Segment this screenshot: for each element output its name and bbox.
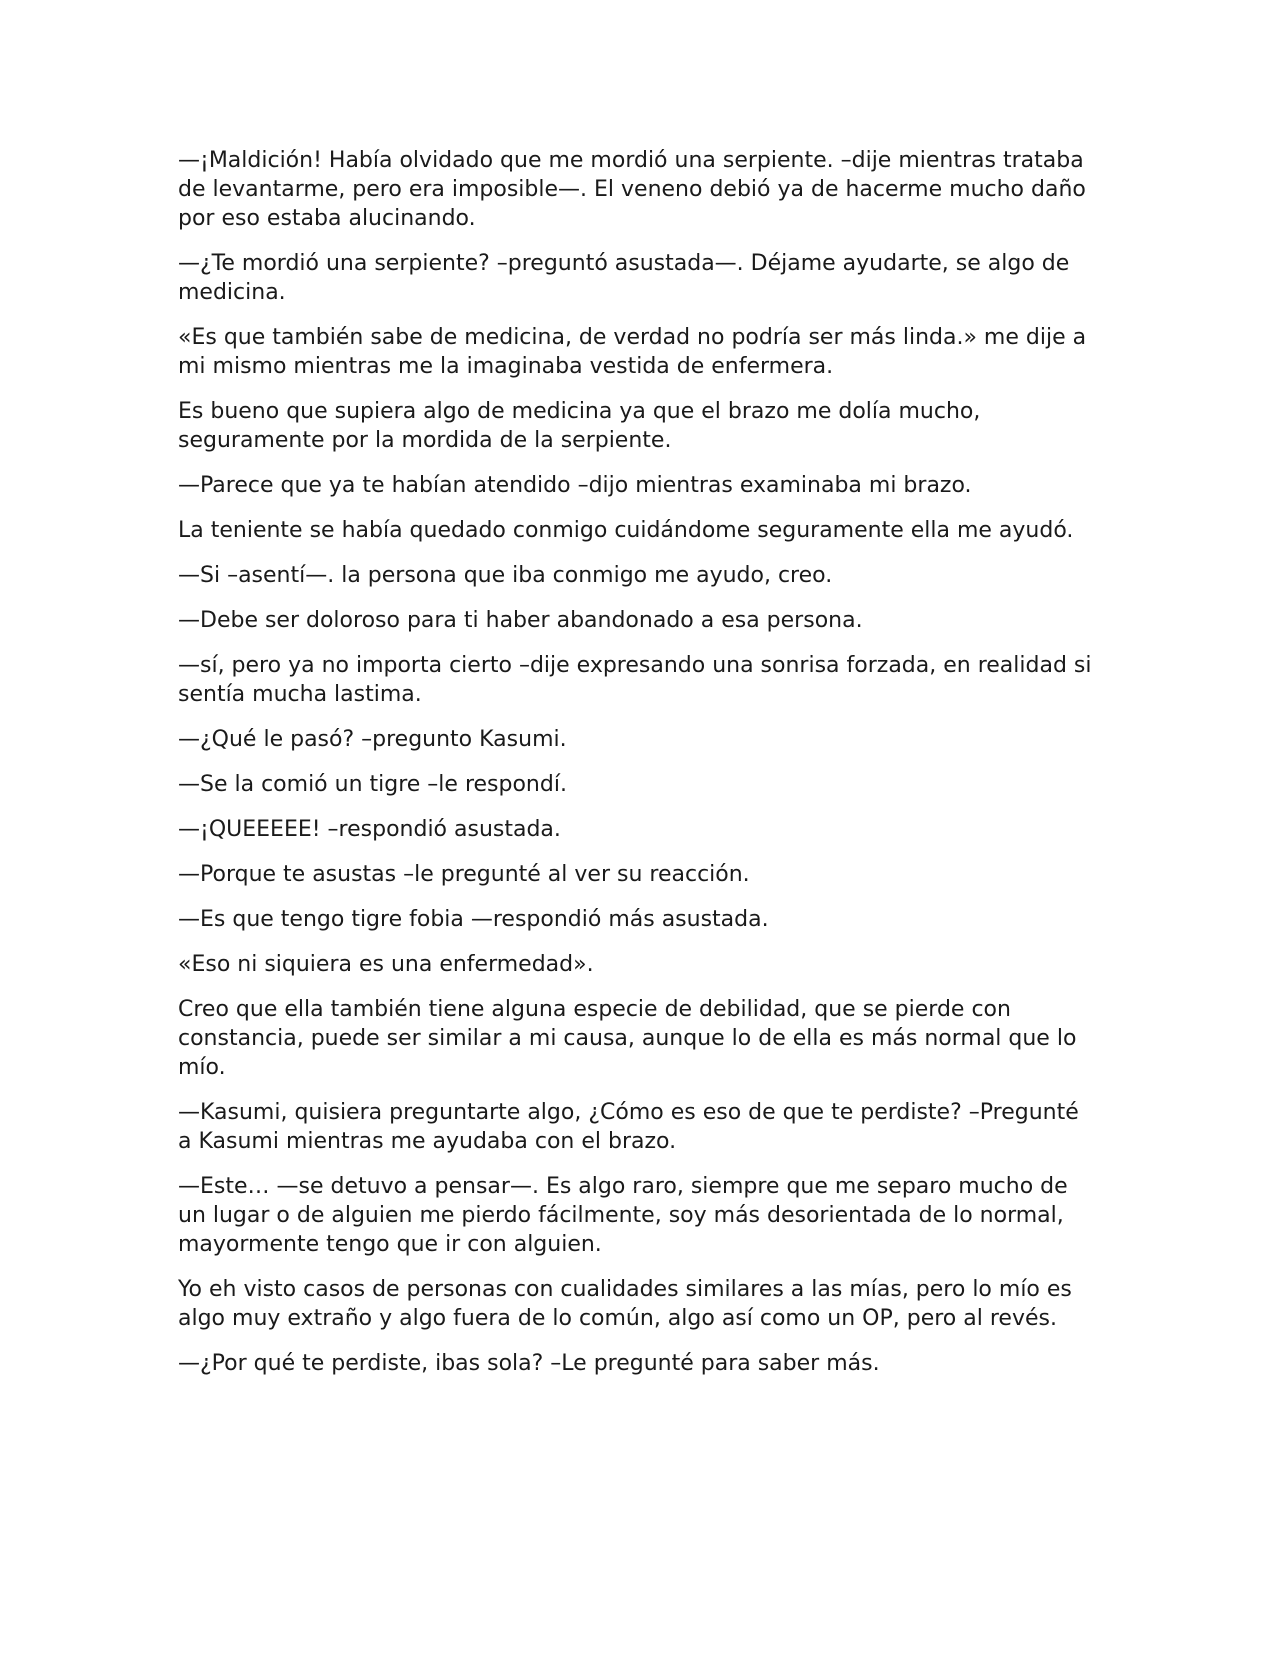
paragraph: —Parece que ya te habían atendido –dijo mientras examinaba mi brazo. bbox=[178, 473, 972, 498]
paragraph: «Eso ni siquiera es una enfermedad». bbox=[178, 952, 594, 977]
paragraph: —¿Te mordió una serpiente? –preguntó asustada—. Déjame ayudarte, se algo de medicina. bbox=[178, 251, 1070, 305]
paragraph: «Es que también sabe de medicina, de verdad no podría ser más linda.» me dije a mi mismo mientras me la imaginaba vestida de enfermera. bbox=[178, 325, 1087, 379]
paragraph: Es bueno que supiera algo de medicina ya que el brazo me dolía mucho, seguramente por la mordida de la serpiente. bbox=[178, 399, 981, 453]
paragraph: —¡QUEEEEE! –respondió asustada. bbox=[178, 817, 561, 842]
paragraph: —Debe ser doloroso para ti haber abandonado a esa persona. bbox=[178, 608, 863, 633]
paragraph: —¿Qué le pasó? –pregunto Kasumi. bbox=[178, 727, 567, 752]
paragraph: —Es que tengo tigre fobia —respondió más asustada. bbox=[178, 907, 769, 932]
paragraph: —Este… —se detuvo a pensar—. Es algo raro, siempre que me separo mucho de un lugar o de alguien me pierdo fácilmente, soy más desorientada de lo normal, mayormente tengo que ir con alguien. bbox=[178, 1174, 1068, 1257]
paragraph: —¡Maldición! Había olvidado que me mordió una serpiente. –dije mientras trataba de levantarme, pero era imposible—. El veneno debió ya de hacerme mucho daño por eso estaba alucinando. bbox=[178, 148, 1086, 231]
paragraph: —Se la comió un tigre –le respondí. bbox=[178, 772, 567, 797]
document-body bbox=[178, 146, 1098, 1394]
paragraph: La teniente se había quedado conmigo cuidándome seguramente ella me ayudó. bbox=[178, 518, 1074, 543]
paragraph: —Kasumi, quisiera preguntarte algo, ¿Cómo es eso de que te perdiste? –Pregunté a Kasumi mientras me ayudaba con el brazo. bbox=[178, 1100, 1079, 1154]
paragraph: Creo que ella también tiene alguna especie de debilidad, que se pierde con constancia, puede ser similar a mi causa, aunque lo de ella es más normal que lo mío. bbox=[178, 997, 1077, 1080]
paragraph: —sí, pero ya no importa cierto –dije expresando una sonrisa forzada, en realidad si sentía mucha lastima. bbox=[178, 653, 1092, 707]
paragraph: —Si –asentí—. la persona que iba conmigo me ayudo, creo. bbox=[178, 563, 833, 588]
paragraph: Yo eh visto casos de personas con cualidades similares a las mías, pero lo mío es algo muy extraño y algo fuera de lo común, algo así como un OP, pero al revés. bbox=[178, 1277, 1072, 1331]
paragraph: —¿Por qué te perdiste, ibas sola? –Le pregunté para saber más. bbox=[178, 1351, 880, 1376]
paragraph: —Porque te asustas –le pregunté al ver su reacción. bbox=[178, 862, 750, 887]
